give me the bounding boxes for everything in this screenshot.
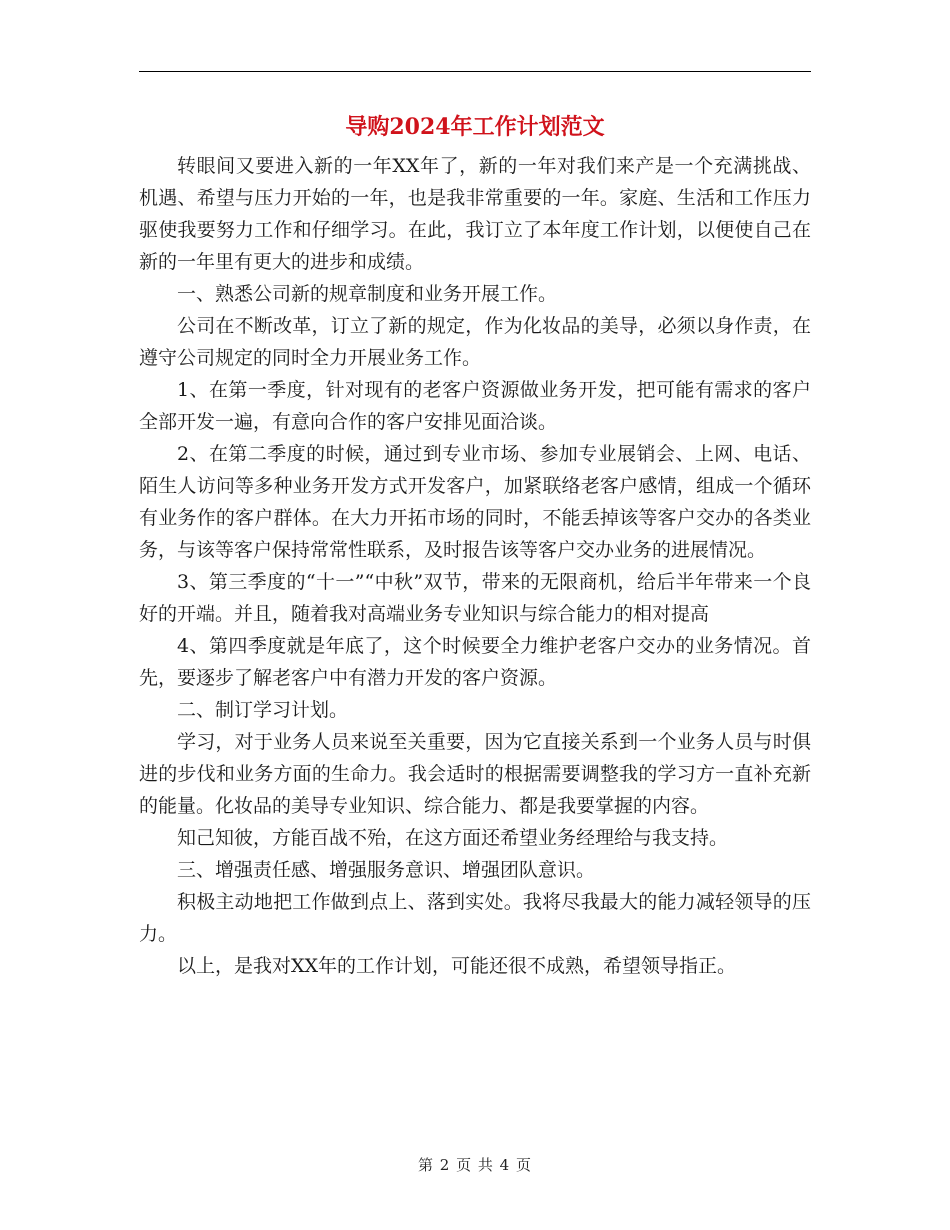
paragraph: 4、第四季度就是年底了，这个时候要全力维护老客户交办的业务情况。首先，要逐步了解老客户中有潜力开发的客户资源。: [139, 635, 811, 689]
paragraph: 学习，对于业务人员来说至关重要，因为它直接关系到一个业务人员与时俱进的步伐和业务方面的生命力。我会适时的根据需要调整我的学习方一直补充新的能量。化妆品的美导专业知识、综合能力、都是我要掌握的内容。: [139, 731, 811, 817]
document-body: [139, 150, 811, 982]
paragraph: 知己知彼，方能百战不殆，在这方面还希望业务经理给与我支持。: [177, 827, 729, 849]
section-heading-1: 一、熟悉公司新的规章制度和业务开展工作。: [177, 283, 558, 305]
paragraph: 1、在第一季度，针对现有的老客户资源做业务开发，把可能有需求的客户全部开发一遍，有意向合作的客户安排见面洽谈。: [139, 379, 811, 433]
section-heading-3: 三、增强责任感、增强服务意识、增强团队意识。: [177, 859, 596, 881]
paragraph-closing: 以上，是我对XX年的工作计划，可能还很不成熟，希望领导指正。: [177, 955, 737, 977]
paragraph: 公司在不断改革，订立了新的规定，作为化妆品的美导，必须以身作责，在遵守公司规定的同时全力开展业务工作。: [139, 315, 811, 369]
paragraph: 2、在第二季度的时候，通过到专业市场、参加专业展销会、上网、电话、陌生人访问等多种业务开发方式开发客户，加紧联络老客户感情，组成一个循环有业务作的客户群体。在大力开拓市场的同时，不能丢掉该等客户交办的各类业务，与该等客户保持常常性联系，及时报告该等客户交办业务的进展情况。: [139, 443, 811, 561]
header-rule: [139, 71, 811, 72]
paragraph: 积极主动地把工作做到点上、落到实处。我将尽我最大的能力减轻领导的压力。: [139, 891, 811, 945]
section-heading-2: 二、制订学习计划。: [177, 699, 349, 721]
paragraph: 3、第三季度的“十一”“中秋”双节，带来的无限商机，给后半年带来一个良好的开端。并且，随着我对高端业务专业知识与综合能力的相对提高: [139, 571, 811, 625]
paragraph-intro: 转眼间又要进入新的一年XX年了，新的一年对我们来产是一个充满挑战、机遇、希望与压力开始的一年，也是我非常重要的一年。家庭、生活和工作压力驱使我要努力工作和仔细学习。在此，我订立了本年度工作计划，以便使自己在新的一年里有更大的进步和成绩。: [139, 155, 811, 273]
document-title: 导购2024年工作计划范文: [345, 114, 605, 140]
page-number-footer: 第 2 页 共 4 页: [418, 1156, 532, 1174]
